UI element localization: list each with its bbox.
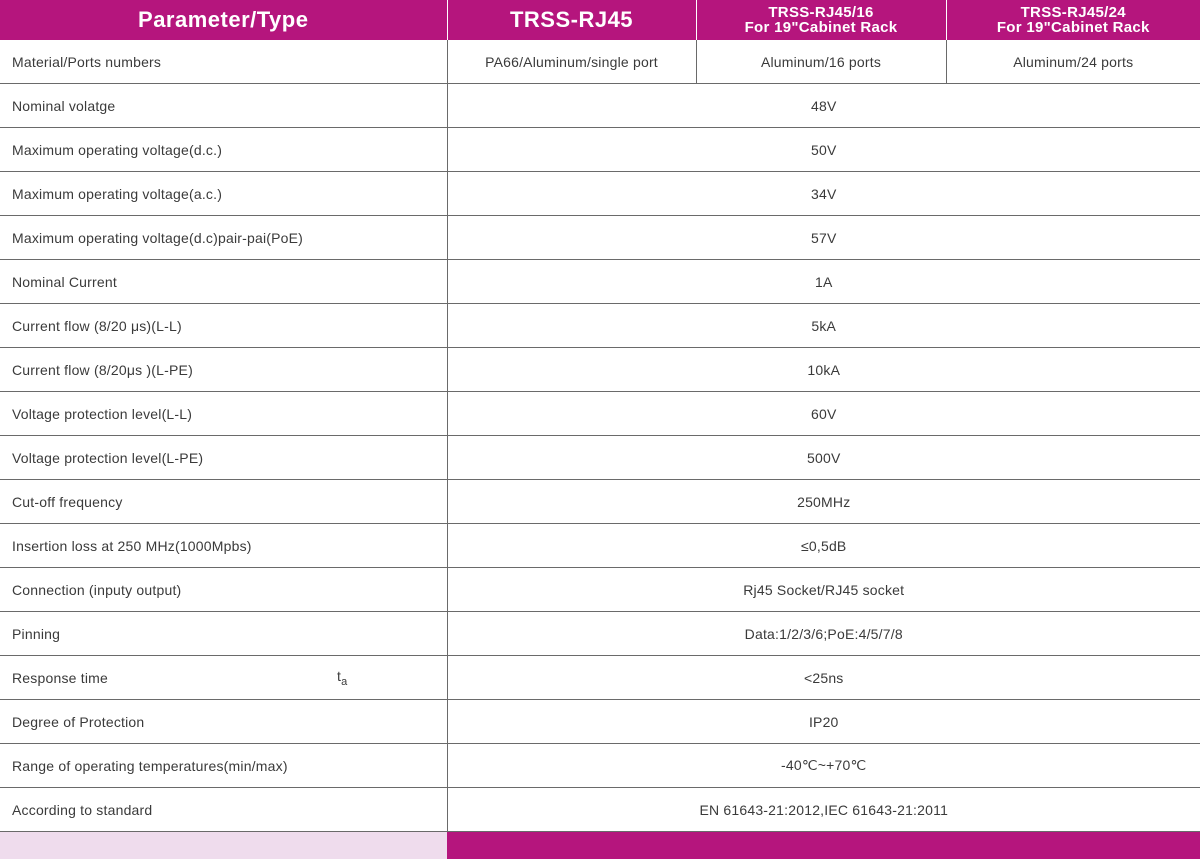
row-parameter xyxy=(0,216,447,260)
row-parameter-label: Cut-off frequency xyxy=(12,494,123,510)
header-trss-rj45-24-model: TRSS-RJ45/24 xyxy=(947,5,1200,20)
row-parameter xyxy=(0,128,447,172)
footer-bar-left xyxy=(0,832,447,859)
table-row xyxy=(0,84,1200,128)
table-row xyxy=(0,612,1200,656)
row-parameter-label: Degree of Protection xyxy=(12,714,144,730)
table-row xyxy=(0,568,1200,612)
row-parameter xyxy=(0,436,447,480)
row-value-trss-rj45-24: Aluminum/24 ports xyxy=(946,40,1200,84)
row-value: 48V xyxy=(447,84,1200,128)
response-time-symbol-subscript: a xyxy=(341,675,347,687)
row-parameter-label: Nominal volatge xyxy=(12,98,115,114)
row-value: 60V xyxy=(447,392,1200,436)
row-parameter-label: Pinning xyxy=(12,626,60,642)
table-row xyxy=(0,436,1200,480)
header-parameter-type: Parameter/Type xyxy=(0,0,447,40)
header-trss-rj45-16-model: TRSS-RJ45/16 xyxy=(697,5,946,20)
row-parameter xyxy=(0,612,447,656)
row-value: 250MHz xyxy=(447,480,1200,524)
row-value: 34V xyxy=(447,172,1200,216)
row-parameter-label: Nominal Current xyxy=(12,274,117,290)
row-value-trss-rj45: PA66/Aluminum/single port xyxy=(447,40,696,84)
row-parameter xyxy=(0,524,447,568)
row-parameter-label: Voltage protection level(L-PE) xyxy=(12,450,203,466)
footer-bar xyxy=(0,832,1200,859)
table-row xyxy=(0,216,1200,260)
header-trss-rj45-24 xyxy=(946,0,1200,40)
row-parameter-label: Maximum operating voltage(d.c.) xyxy=(12,142,222,158)
row-value: EN 61643-21:2012,IEC 61643-21:2011 xyxy=(447,788,1200,832)
table-row xyxy=(0,172,1200,216)
row-value: Rj45 Socket/RJ45 socket xyxy=(447,568,1200,612)
table-row xyxy=(0,744,1200,788)
row-parameter xyxy=(0,480,447,524)
row-parameter xyxy=(0,392,447,436)
header-trss-rj45-16 xyxy=(696,0,946,40)
row-parameter: Material/Ports numbers xyxy=(0,40,447,84)
response-time-symbol-base: t xyxy=(337,668,341,684)
header-trss-rj45-24-note: For 19"Cabinet Rack xyxy=(947,20,1200,35)
header-row xyxy=(0,0,1200,40)
header-trss-rj45: TRSS-RJ45 xyxy=(447,0,696,40)
row-parameter xyxy=(0,788,447,832)
table-row xyxy=(0,524,1200,568)
table-row xyxy=(0,348,1200,392)
row-parameter xyxy=(0,348,447,392)
row-parameter-label: Maximum operating voltage(a.c.) xyxy=(12,186,222,202)
row-parameter xyxy=(0,700,447,744)
table-row xyxy=(0,788,1200,832)
row-parameter-label: Current flow (8/20μs )(L-PE) xyxy=(12,362,193,378)
row-value: 50V xyxy=(447,128,1200,172)
table-row xyxy=(0,656,1200,700)
table-row xyxy=(0,304,1200,348)
row-parameter-label: Current flow (8/20 μs)(L-L) xyxy=(12,318,182,334)
row-value: 5kA xyxy=(447,304,1200,348)
row-value: Data:1/2/3/6;PoE:4/5/7/8 xyxy=(447,612,1200,656)
row-parameter xyxy=(0,744,447,788)
row-parameter-label: Response time xyxy=(12,670,108,686)
row-value: 57V xyxy=(447,216,1200,260)
row-value: <25ns xyxy=(447,656,1200,700)
footer-bar-right xyxy=(447,832,1200,859)
row-parameter xyxy=(0,172,447,216)
row-parameter-label: Connection (inputy output) xyxy=(12,582,181,598)
row-parameter-label: Range of operating temperatures(min/max) xyxy=(12,758,288,774)
row-value-trss-rj45-16: Aluminum/16 ports xyxy=(696,40,946,84)
table-row xyxy=(0,128,1200,172)
table-row xyxy=(0,260,1200,304)
row-value: 500V xyxy=(447,436,1200,480)
row-parameter xyxy=(0,260,447,304)
row-parameter xyxy=(0,568,447,612)
response-time-symbol xyxy=(337,668,347,688)
row-value: 1A xyxy=(447,260,1200,304)
row-parameter xyxy=(0,84,447,128)
row-parameter-label: According to standard xyxy=(12,802,152,818)
row-parameter-label: Voltage protection level(L-L) xyxy=(12,406,192,422)
spec-body xyxy=(0,40,1200,859)
row-parameter-label: Maximum operating voltage(d.c)pair-pai(PoE) xyxy=(12,230,303,246)
row-parameter xyxy=(0,304,447,348)
table-row xyxy=(0,700,1200,744)
row-value: ≤0,5dB xyxy=(447,524,1200,568)
row-value: -40℃~+70℃ xyxy=(447,744,1200,788)
row-parameter-label: Insertion loss at 250 MHz(1000Mpbs) xyxy=(12,538,252,554)
row-value: 10kA xyxy=(447,348,1200,392)
table-row-material xyxy=(0,40,1200,84)
row-parameter xyxy=(0,656,447,700)
table-row xyxy=(0,392,1200,436)
header-trss-rj45-16-note: For 19"Cabinet Rack xyxy=(697,20,946,35)
table-row xyxy=(0,480,1200,524)
row-value: IP20 xyxy=(447,700,1200,744)
